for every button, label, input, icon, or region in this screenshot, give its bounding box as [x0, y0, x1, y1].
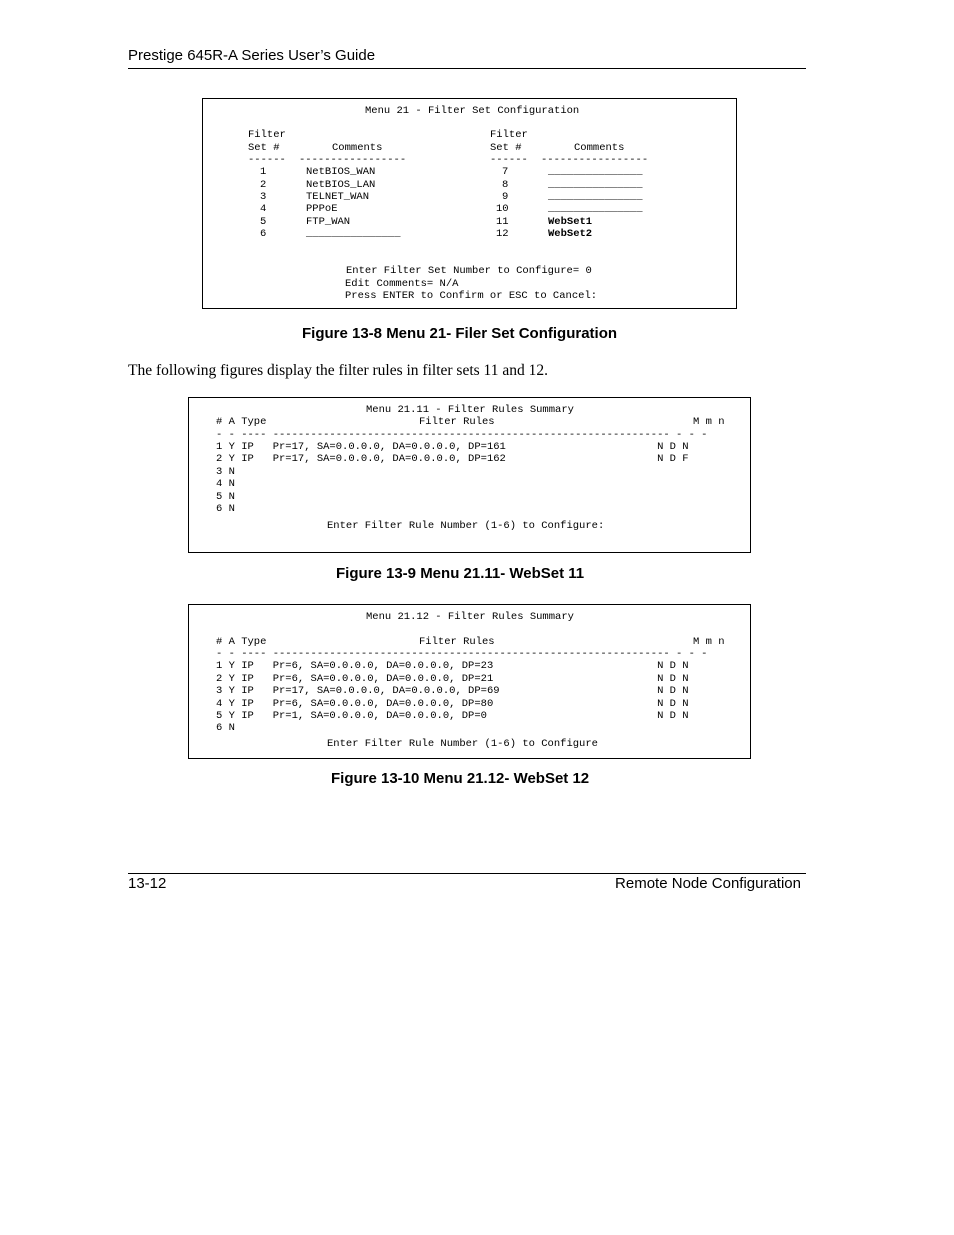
column-header-flags: M m n	[693, 636, 725, 648]
column-header-flags: M m n	[693, 416, 725, 428]
figure-13-10-caption: Figure 13-10 Menu 21.12- WebSet 12	[331, 770, 590, 787]
column-header-type: # A Type	[216, 636, 267, 648]
filter-rule-row: 6 N	[216, 722, 235, 734]
column-header-type: # A Type	[216, 416, 267, 428]
prompt-filter-set-number: Enter Filter Set Number to Configure= 0	[346, 265, 592, 277]
right-filter-label: Filter	[490, 129, 528, 141]
footer-rule	[128, 873, 806, 874]
right-comments-label: Comments	[574, 142, 625, 154]
menu-21-11-title: Menu 21.11 - Filter Rules Summary	[366, 404, 574, 416]
filter-rule-row: 5 N	[216, 491, 235, 503]
filter-rule-row: 2 Y IP Pr=17, SA=0.0.0.0, DA=0.0.0.0, DP=162 N D F	[216, 453, 689, 465]
filter-set-number: 3	[260, 191, 267, 203]
left-set-label: Set #	[248, 142, 280, 154]
filter-set-comment: _______________	[548, 179, 643, 191]
filter-set-comment: _______________	[306, 228, 401, 240]
filter-set-comment: _______________	[548, 166, 643, 178]
prompt-edit-comments: Edit Comments= N/A	[345, 278, 459, 290]
section-title: Remote Node Configuration	[615, 875, 801, 892]
prompt-filter-rule-number: Enter Filter Rule Number (1-6) to Configure:	[327, 520, 605, 532]
header-rule	[128, 68, 806, 69]
column-dashes: - - ---- --------------------------------------------------------------- - - -	[216, 429, 708, 441]
filter-set-number: 12	[496, 228, 509, 240]
filter-rule-row: 4 Y IP Pr=6, SA=0.0.0.0, DA=0.0.0.0, DP=80 N D N	[216, 698, 689, 710]
column-dashes: - - ---- --------------------------------------------------------------- - - -	[216, 648, 708, 660]
filter-rule-row: 5 Y IP Pr=1, SA=0.0.0.0, DA=0.0.0.0, DP=0 N D N	[216, 710, 689, 722]
filter-rule-row: 3 Y IP Pr=17, SA=0.0.0.0, DA=0.0.0.0, DP=69 N D N	[216, 685, 689, 697]
filter-set-number: 4	[260, 203, 267, 215]
left-comments-label: Comments	[332, 142, 383, 154]
filter-set-number: 8	[502, 179, 509, 191]
filter-rule-row: 1 Y IP Pr=6, SA=0.0.0.0, DA=0.0.0.0, DP=23 N D N	[216, 660, 689, 672]
filter-set-comment: _______________	[548, 203, 643, 215]
filter-set-number: 2	[260, 179, 267, 191]
column-header-filter-rules: Filter Rules	[419, 636, 495, 648]
figure-13-8-caption: Figure 13-8 Menu 21- Filer Set Configuration	[302, 325, 618, 342]
filter-set-comment: WebSet2	[548, 228, 593, 240]
page-header-title: Prestige 645R-A Series User’s Guide	[128, 47, 376, 64]
filter-set-comment: _______________	[548, 191, 643, 203]
figure-13-10-screen	[188, 604, 751, 759]
filter-rule-row: 1 Y IP Pr=17, SA=0.0.0.0, DA=0.0.0.0, DP=161 N D N	[216, 441, 689, 453]
filter-set-number: 1	[260, 166, 267, 178]
filter-set-comment: FTP_WAN	[306, 216, 351, 228]
figure-13-8-screen	[202, 98, 737, 309]
right-set-label: Set #	[490, 142, 522, 154]
page-number: 13-12	[128, 875, 167, 892]
filter-set-number: 5	[260, 216, 267, 228]
filter-set-number: 9	[502, 191, 509, 203]
filter-set-number: 11	[496, 216, 509, 228]
intro-paragraph: The following figures display the filter rules in filter sets 11 and 12.	[128, 362, 548, 379]
left-filter-label: Filter	[248, 129, 286, 141]
figure-13-9-screen	[188, 397, 751, 553]
filter-set-number: 6	[260, 228, 267, 240]
prompt-confirm-cancel: Press ENTER to Confirm or ESC to Cancel:	[345, 290, 598, 302]
filter-set-comment: NetBIOS_LAN	[306, 179, 376, 191]
prompt-filter-rule-number: Enter Filter Rule Number (1-6) to Configure	[327, 738, 598, 750]
filter-set-number: 7	[502, 166, 509, 178]
right-dash-short: ------	[490, 154, 528, 166]
filter-rule-row: 2 Y IP Pr=6, SA=0.0.0.0, DA=0.0.0.0, DP=21 N D N	[216, 673, 689, 685]
filter-set-comment: WebSet1	[548, 216, 593, 228]
filter-set-number: 10	[496, 203, 509, 215]
filter-set-comment: PPPoE	[306, 203, 338, 215]
right-dash-long: -----------------	[541, 154, 649, 166]
menu-21-title: Menu 21 - Filter Set Configuration	[365, 105, 580, 117]
filter-set-comment: TELNET_WAN	[306, 191, 370, 203]
filter-rule-row: 3 N	[216, 466, 235, 478]
filter-rule-row: 4 N	[216, 478, 235, 490]
filter-rule-row: 6 N	[216, 503, 235, 515]
figure-13-9-caption: Figure 13-9 Menu 21.11- WebSet 11	[336, 565, 585, 582]
column-header-filter-rules: Filter Rules	[419, 416, 495, 428]
left-dash-short: ------	[248, 154, 286, 166]
filter-set-comment: NetBIOS_WAN	[306, 166, 376, 178]
left-dash-long: -----------------	[299, 154, 407, 166]
menu-21-12-title: Menu 21.12 - Filter Rules Summary	[366, 611, 574, 623]
